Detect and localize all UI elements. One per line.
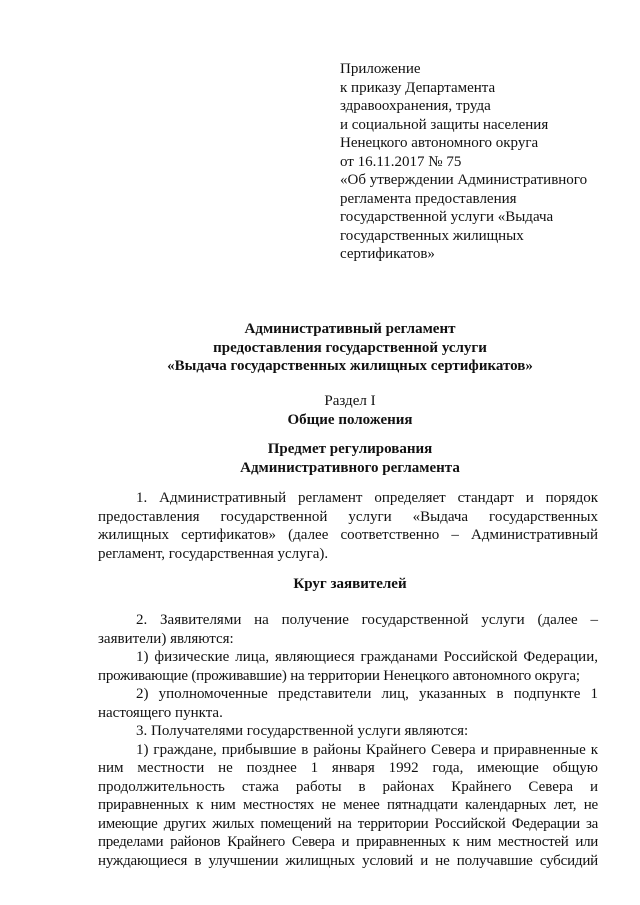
paragraph-3: 3. Получателями государственной услуги являются: <box>136 723 469 739</box>
paragraph-line: заявители) являются: <box>98 630 234 647</box>
paragraph-line: предоставления государственной услуги «Выдача государственных <box>98 508 598 525</box>
paragraph-2 <box>98 611 598 870</box>
appendix-block <box>340 60 610 264</box>
title-line: предоставления государственной услуги <box>213 339 487 356</box>
appendix-line: к приказу Департамента <box>340 79 496 96</box>
list-item-line: имеющие других жилых помещений на территории Российской Федерации за <box>98 815 598 832</box>
paragraph-line: жилищных сертификатов» (далее соответственно – Административный <box>98 527 598 543</box>
applicants-heading-text: Круг заявителей <box>293 576 407 592</box>
list-item-line: приравненных к ним местностях не менее пятнадцати календарных лет, не <box>98 797 598 813</box>
list-item-line: настоящего пункта. <box>98 704 223 721</box>
appendix-line: здравоохранения, труда <box>340 98 491 114</box>
list-item-line: ним местности не позднее 1 января 1992 года, имеющие общую <box>98 760 598 776</box>
document-title <box>100 320 600 376</box>
appendix-line: Ненецкого автономного округа <box>340 135 539 151</box>
list-item-line: нуждающиеся в улучшении жилищных условий и не получавшие субсидий <box>98 852 598 869</box>
subject-heading <box>100 440 600 477</box>
subject-heading-line: Административного регламента <box>240 459 460 476</box>
list-item-line: 1) граждане, прибывшие в районы Крайнего Севера и приравненные к <box>136 741 598 758</box>
list-item-line: продолжительность стажа работы в районах Крайнего Севера и <box>98 778 598 795</box>
paragraph-line: 2. Заявителями на получение государственной услуги (далее – <box>136 612 598 628</box>
list-item-line: 1) физические лица, являющиеся гражданами Российской Федерации, <box>136 649 598 665</box>
paragraph-1 <box>98 489 598 563</box>
appendix-line: сертификатов» <box>340 246 435 262</box>
section-heading <box>100 392 600 429</box>
paragraph-line: 1. Административный регламент определяет стандарт и порядок <box>136 490 598 506</box>
appendix-line: государственных жилищных <box>340 227 524 244</box>
appendix-line: «Об утверждении Административного <box>340 172 588 188</box>
title-line: «Выдача государственных жилищных сертификатов» <box>167 358 533 374</box>
appendix-line: Приложение <box>340 61 421 77</box>
appendix-line: регламента предоставления <box>340 190 517 207</box>
applicants-heading <box>100 575 600 594</box>
list-item-line: проживающие (проживавшие) на территории Ненецкого автономного округа; <box>98 667 580 684</box>
appendix-line: от 16.11.2017 № 75 <box>340 153 462 170</box>
appendix-line: и социальной защиты населения <box>340 116 549 133</box>
subject-heading-line: Предмет регулирования <box>267 441 433 457</box>
title-line: Административный регламент <box>244 321 456 337</box>
section-number: Раздел I <box>324 393 376 409</box>
paragraph-line: регламент, государственная услуга). <box>98 545 329 562</box>
section-name: Общие положения <box>287 411 413 428</box>
list-item-line: 2) уполномоченные представители лиц, указанных в подпункте 1 <box>136 686 598 702</box>
list-item-line: пределами районов Крайнего Севера и приравненных к ним местностей или <box>98 834 598 850</box>
appendix-line: государственной услуги «Выдача <box>340 209 554 225</box>
